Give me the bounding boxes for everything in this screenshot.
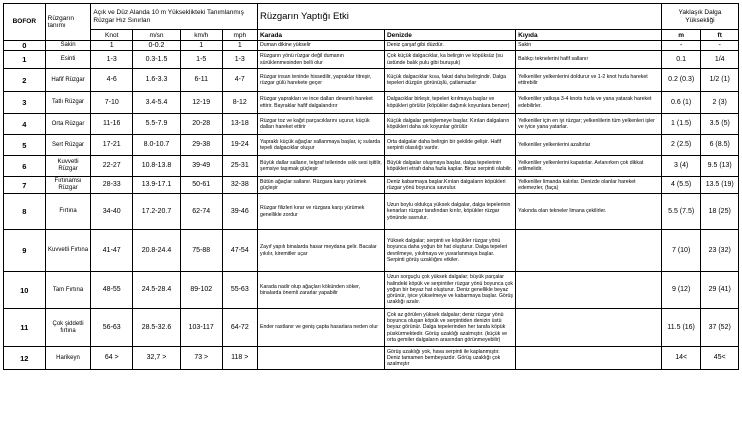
wave-m-cell: 0.1 — [661, 51, 701, 69]
wave-ft-cell: 18 (25) — [701, 194, 739, 230]
sea-effect-cell: Küçük dalgacıklar kısa, fakat daha belirgindir. Dalga tepeleri düzgün görünüşlü, çatlamazlar — [384, 69, 515, 92]
kmh-cell: 12-19 — [180, 92, 222, 114]
wind-name-cell: Sakin — [45, 41, 91, 51]
wave-m-cell: 14< — [661, 347, 701, 370]
land-effect-cell: Ender rastlanır ve geniş çapta hasarlara neden olur — [257, 309, 384, 347]
mph-cell: 55-63 — [222, 272, 257, 309]
m-header: m — [661, 30, 701, 41]
table-row — [4, 92, 739, 114]
wind-name-cell: Harikeyn — [45, 347, 91, 370]
coast-effect-cell: Balıkçı teknelerini hafif sallanır — [516, 51, 662, 69]
bofor-cell: 1 — [4, 51, 46, 69]
bofor-cell: 8 — [4, 194, 46, 230]
ms-cell: 3.4-5.4 — [133, 92, 181, 114]
wind-name-cell: Fırtına — [45, 194, 91, 230]
ms-cell: 24.5-28.4 — [133, 272, 181, 309]
sea-effect-cell: Uzun sorguçlu çok yüksek dalgalar; büyük parçalar halindeki köpük ve serpintiler rüzgar yönü boyunca çok yoğun bir beyaz hat oluşturur. Deniz genellikle beyaz görünür, iyice yükselmeye ve kabarmaya başlar. Görüş uzaklığı azalır. — [384, 272, 515, 309]
sea-effect-cell: Deniz çarşaf gibi düzdür. — [384, 41, 515, 51]
table-row — [4, 135, 739, 156]
wind-name-cell: Kuvvetli Fırtına — [45, 230, 91, 272]
wind-name-cell: Kuvvetli Rüzgar — [45, 156, 91, 177]
wave-ft-cell: - — [701, 41, 739, 51]
mph-cell: 4-7 — [222, 69, 257, 92]
bofor-cell: 11 — [4, 309, 46, 347]
mph-header: mph — [222, 30, 257, 41]
knot-cell: 11-16 — [91, 114, 133, 135]
mph-cell: 47-54 — [222, 230, 257, 272]
knot-cell: 34-40 — [91, 194, 133, 230]
sea-effect-cell: Dalgacıklar birleşir, tepeleri kırılmaya başlar ve köpükleri görülür (köpükler dağınık koyunlara benzer) — [384, 92, 515, 114]
coast-effect-cell: Yelkenliler yelkenlerini azaltırlar — [516, 135, 662, 156]
wind-name-cell: Sert Rüzgar — [45, 135, 91, 156]
table-row — [4, 272, 739, 309]
mph-cell: 64-72 — [222, 309, 257, 347]
ms-cell: 1.6-3.3 — [133, 69, 181, 92]
ms-cell: 10.8-13.8 — [133, 156, 181, 177]
wave-m-cell: 9 (12) — [661, 272, 701, 309]
bofor-cell: 9 — [4, 230, 46, 272]
wave-m-cell: 11.5 (16) — [661, 309, 701, 347]
wave-ft-cell: 37 (52) — [701, 309, 739, 347]
wind-name-cell: Hafif Rüzgar — [45, 69, 91, 92]
wave-ft-cell: 2 (3) — [701, 92, 739, 114]
table-row — [4, 156, 739, 177]
wave-m-cell: 3 (4) — [661, 156, 701, 177]
kmh-cell: 73 > — [180, 347, 222, 370]
land-effect-cell: Rüzgar filizleri kırar ve rüzgara karşı yürümek genellikle zordur — [257, 194, 384, 230]
sea-header: Denizde — [384, 30, 515, 41]
wind-name-cell: Fırtınamsı Rüzgar — [45, 177, 91, 194]
mph-cell: 19-24 — [222, 135, 257, 156]
knot-header: Knot — [91, 30, 133, 41]
knot-cell: 7-10 — [91, 92, 133, 114]
land-effect-cell: Büyük dallar sallanır, telgraf tellerinde ıslık sesi işitilir, şemsiye taşımak güçleşir — [257, 156, 384, 177]
mph-cell: 118 > — [222, 347, 257, 370]
coast-effect-cell: Yakında olan tekneler limana çekilirler. — [516, 194, 662, 230]
kmh-cell: 103-117 — [180, 309, 222, 347]
knot-cell: 4-6 — [91, 69, 133, 92]
kmh-cell: 75-88 — [180, 230, 222, 272]
land-effect-cell: Karada nadir olup ağaçları kökünden söker, binalarda önemli zararlar yapabilir — [257, 272, 384, 309]
bofor-cell: 4 — [4, 114, 46, 135]
wave-ft-cell: 3.5 (5) — [701, 114, 739, 135]
sea-effect-cell: Yüksek dalgalar; serpinti ve köpükler rüzgar yönü boyunca daha yoğun bir hat oluşturur. Dalga tepeleri devrilmeye, yıkılmaya ve yuvarlanmaya başlar. Serpinti görüş uzaklığını etkiler. — [384, 230, 515, 272]
bofor-cell: 5 — [4, 135, 46, 156]
wave-m-cell: 4 (5.5) — [661, 177, 701, 194]
table-row — [4, 309, 739, 347]
knot-cell: 1-3 — [91, 51, 133, 69]
land-effect-cell: Rüzgar yaprakları ve ince dalları devamlı hareket ettirir. Bayraklar hafif dalgalandırır — [257, 92, 384, 114]
table-row — [4, 69, 739, 92]
bofor-cell: 2 — [4, 69, 46, 92]
bofor-header: BOFOR — [4, 4, 46, 41]
knot-cell: 1 — [91, 41, 133, 51]
mph-cell: 1-3 — [222, 51, 257, 69]
wave-ft-cell: 1/2 (1) — [701, 69, 739, 92]
land-effect-cell: Duman dikine yükselir — [257, 41, 384, 51]
wave-m-cell: 1 (1.5) — [661, 114, 701, 135]
bofor-cell: 3 — [4, 92, 46, 114]
wave-ft-cell: 6 (8.5) — [701, 135, 739, 156]
kmh-cell: 39-49 — [180, 156, 222, 177]
table-row — [4, 114, 739, 135]
wave-ft-cell: 45< — [701, 347, 739, 370]
bofor-cell: 10 — [4, 272, 46, 309]
kmh-header: km/h — [180, 30, 222, 41]
kmh-cell: 20-28 — [180, 114, 222, 135]
kmh-cell: 1 — [180, 41, 222, 51]
coast-effect-cell: Yelkenliler için en iyi rüzgar; yelkenlilerin tüm yelkenleri işler ve iyice yana yatarlar. — [516, 114, 662, 135]
ft-header: ft — [701, 30, 739, 41]
coast-effect-cell: Yelkenliler limanda kalırlar. Denizde olanlar hareket edemezler, (faça) — [516, 177, 662, 194]
mph-cell: 13-18 — [222, 114, 257, 135]
kmh-cell: 1-5 — [180, 51, 222, 69]
wind-name-cell: Çok şiddetli fırtına — [45, 309, 91, 347]
wind-name-cell: Orta Rüzgar — [45, 114, 91, 135]
ms-cell: 5.5-7.9 — [133, 114, 181, 135]
knot-cell: 64 > — [91, 347, 133, 370]
kmh-cell: 50-61 — [180, 177, 222, 194]
sea-effect-cell: Çok küçük dalgacıklar, ka belirgin ve köpüksüz (su üstünde balık pulu gibi buruşuk) — [384, 51, 515, 69]
knot-cell: 41-47 — [91, 230, 133, 272]
ms-cell: 17.2-20.7 — [133, 194, 181, 230]
coast-effect-cell: Sakin — [516, 41, 662, 51]
kmh-cell: 29-38 — [180, 135, 222, 156]
wind-name-header: Rüzgarın tanımı — [45, 4, 91, 41]
table-row — [4, 230, 739, 272]
wind-name-cell: Tatlı Rüzgar — [45, 92, 91, 114]
mph-cell: 25-31 — [222, 156, 257, 177]
land-effect-cell — [257, 347, 384, 370]
coast-effect-cell: Yelkenliler yatkışa 3-4 knots hızla ve yana yatarak hareket edebilirler. — [516, 92, 662, 114]
coast-effect-cell — [516, 230, 662, 272]
knot-cell: 28-33 — [91, 177, 133, 194]
wave-ft-cell: 23 (32) — [701, 230, 739, 272]
wind-name-cell: Tam Fırtına — [45, 272, 91, 309]
bofor-cell: 6 — [4, 156, 46, 177]
speed-group-header: Açık ve Düz Alanda 10 m Yükseklikteki Tanımlanmış Rüzgar Hız Sınırları — [91, 4, 258, 30]
land-effect-cell: Bütün ağaçlar sallanır. Rüzgara karşı yürümek güçleşir — [257, 177, 384, 194]
sea-effect-cell: Uzun boylu oldukça yüksek dalgalar, dalga tepelerinin kenarları rüzgar tarafından kırılır, köpükler rüzgar yönünde savrulur. — [384, 194, 515, 230]
coast-effect-cell — [516, 272, 662, 309]
wave-m-cell: 5.5 (7.5) — [661, 194, 701, 230]
mph-cell: 1 — [222, 41, 257, 51]
bofor-cell: 7 — [4, 177, 46, 194]
wave-m-cell: 0.6 (1) — [661, 92, 701, 114]
wave-m-cell: 0.2 (0.3) — [661, 69, 701, 92]
ms-cell: 28.5-32.6 — [133, 309, 181, 347]
wave-ft-cell: 29 (41) — [701, 272, 739, 309]
kmh-cell: 6-11 — [180, 69, 222, 92]
kmh-cell: 89-102 — [180, 272, 222, 309]
knot-cell: 22-27 — [91, 156, 133, 177]
wave-ft-cell: 9.5 (13) — [701, 156, 739, 177]
wave-m-cell: 2 (2.5) — [661, 135, 701, 156]
effect-header: Rüzgarın Yaptığı Etki — [257, 4, 661, 30]
bofor-cell: 0 — [4, 41, 46, 51]
wave-ft-cell: 13.5 (19) — [701, 177, 739, 194]
knot-cell: 48-55 — [91, 272, 133, 309]
wave-m-cell: 7 (10) — [661, 230, 701, 272]
sea-effect-cell: Deniz kabarmaya başlar.Kırılan dalgaların köpükleri rüzgar yönü boyunca savrulur. — [384, 177, 515, 194]
table-row — [4, 347, 739, 370]
coast-effect-cell: Yelkenliler yelkenlerini kapatırlar. Avlanırken çok dikkat edilmelidir. — [516, 156, 662, 177]
kmh-cell: 62-74 — [180, 194, 222, 230]
wave-ft-cell: 1/4 — [701, 51, 739, 69]
table-row — [4, 177, 739, 194]
land-effect-cell: Rüzgar insan teninde hissedilir, yapraklar titreşir, rüzgar gülü harekete geçer — [257, 69, 384, 92]
ms-cell: 0-0.2 — [133, 41, 181, 51]
wave-m-cell: - — [661, 41, 701, 51]
ms-cell: 8.0-10.7 — [133, 135, 181, 156]
knot-cell: 56-63 — [91, 309, 133, 347]
coast-header: Kıyıda — [516, 30, 662, 41]
sea-effect-cell: Büyük dalgalar oluşmaya başlar, dalga tepelerinin köpükleri etrafı daha fazla kaplar. Biraz serpinti olabilir. — [384, 156, 515, 177]
table-row — [4, 51, 739, 69]
land-effect-cell: Rüzgar toz ve kağıt parçacıklarını uçurur, küçük dalları hareket ettirir — [257, 114, 384, 135]
knot-cell: 17-21 — [91, 135, 133, 156]
land-effect-cell: Zayıf yapılı binalarda hasar meydana gelir. Bacalar yıkılır, kiremitler uçar — [257, 230, 384, 272]
ms-cell: 0.3-1.5 — [133, 51, 181, 69]
sea-effect-cell: Görüş uzaklığı yok, hava serpinti ile kaplanmıştır. Deniz tamamen bembeyazdır. Görüş uzaklığı çok azalmıştır — [384, 347, 515, 370]
coast-effect-cell — [516, 347, 662, 370]
sea-effect-cell: Küçük dalgalar genişlemeye başlar. Kırılan dalgaların köpükleri daha sık koyunlar görülür — [384, 114, 515, 135]
mph-cell: 32-38 — [222, 177, 257, 194]
ms-cell: 13.9-17.1 — [133, 177, 181, 194]
sea-effect-cell: Orta dalgalar daha belirgin bir şekilde gelişir. Hafif serpinti olasılığı vardır. — [384, 135, 515, 156]
ms-header: m/sn — [133, 30, 181, 41]
land-header: Karada — [257, 30, 384, 41]
wave-height-header: Yaklaşık Dalga Yüksekliği — [661, 4, 738, 30]
bofor-cell: 12 — [4, 347, 46, 370]
ms-cell: 32,7 > — [133, 347, 181, 370]
sea-effect-cell: Çok az görülen yüksek dalgalar; deniz rüzgar yönü boyunca oluşan köpük ve serpintiden denizin üstü beyaz görünür. Dalga tepelerinden her tarafa köpük püskürmektedir. Görüş uzaklığı azalmıştır. (küçük ve orta gemiler dalgaların arasından görünmeyebilir) — [384, 309, 515, 347]
land-effect-cell: Yapraklı küçük ağaçlar sallanmaya başlar, iç sularda tepeli dalgacıklar oluşur — [257, 135, 384, 156]
beaufort-table — [3, 3, 739, 370]
ms-cell: 20.8-24.4 — [133, 230, 181, 272]
mph-cell: 8-12 — [222, 92, 257, 114]
coast-effect-cell: Yelkenliler yelkenlerini doldurur ve 1-2 knot hızla hareket ettirebilir — [516, 69, 662, 92]
table-row — [4, 194, 739, 230]
coast-effect-cell — [516, 309, 662, 347]
land-effect-cell: Rüzgarın yönü rüzgar değil dumanın sürüklenmesinden belli olur — [257, 51, 384, 69]
table-row — [4, 41, 739, 51]
mph-cell: 39-46 — [222, 194, 257, 230]
wind-name-cell: Esinti — [45, 51, 91, 69]
